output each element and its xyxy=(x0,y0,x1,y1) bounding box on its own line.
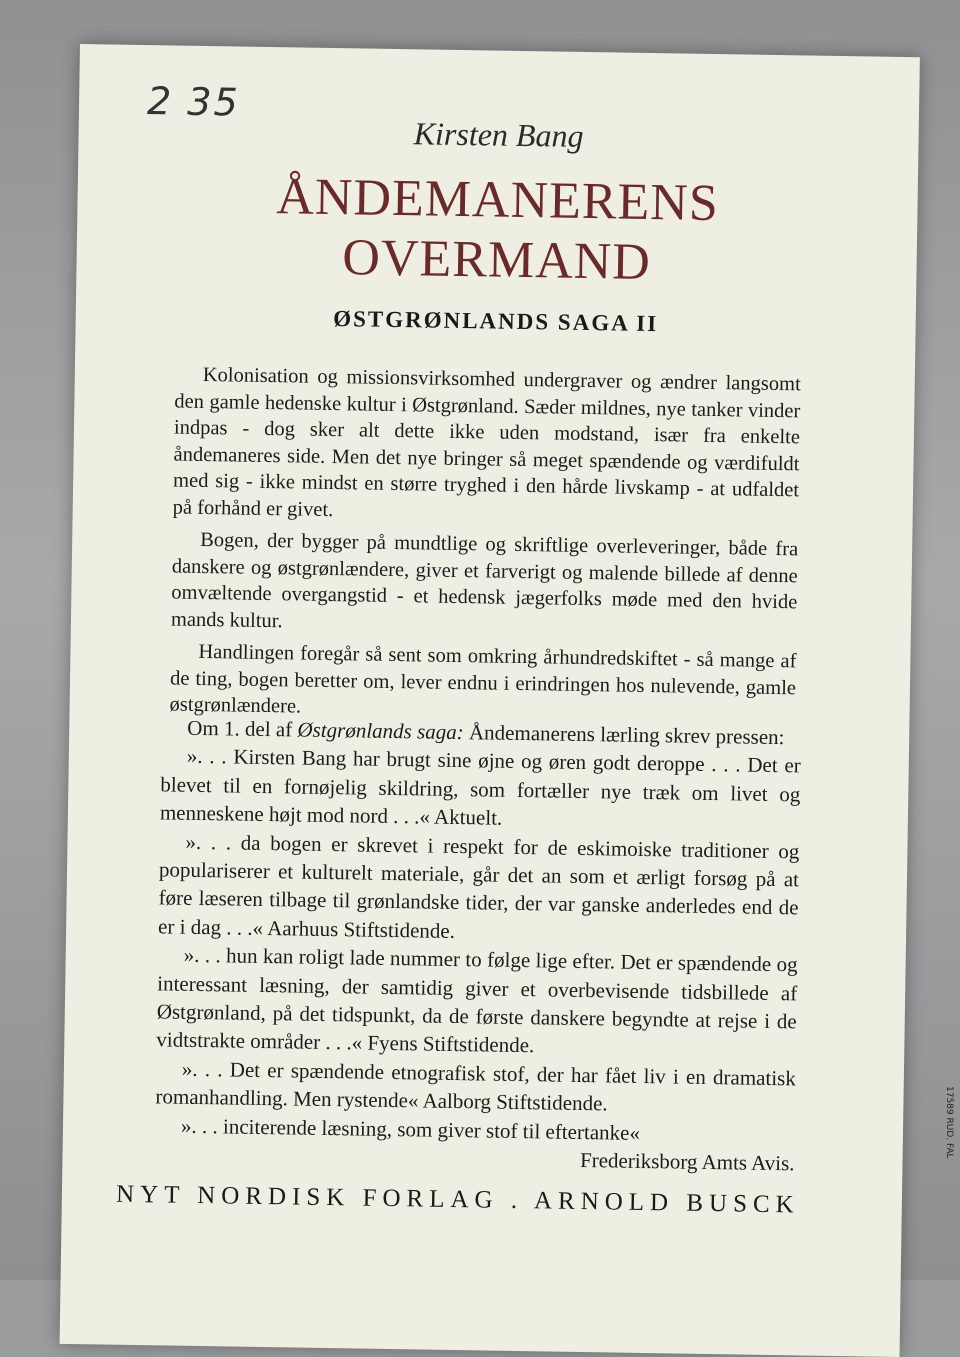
press-quotes xyxy=(154,713,801,1177)
title-line-2: OVERMAND xyxy=(341,229,652,291)
press-quote: ». . . da bogen er skrevet i respekt for de eskimoiske traditioner og populariserer et kulturelt materiale, går det an som et ærligt forsøg på at føre læseren tilbage til grønlandske tider, der var ganske anderledes end de er i dag . . .« Aarhuus Stiftstidende. xyxy=(157,829,800,943)
series-subtitle: ØSTGRØNLANDS SAGA II xyxy=(333,306,659,337)
title-line-1: ÅNDEMANERENS xyxy=(275,168,720,233)
author-name: Kirsten Bang xyxy=(413,115,584,154)
edge-print-code: 17589 RUD. FAL xyxy=(944,1086,954,1159)
blurb-paragraph: Handlingen foregår så sent som omkring århundredskiftet - så mange af de ting, bogen beretter om, lever endnu i erindringen hos nulevende, gamle østgrønlændere. xyxy=(169,640,797,718)
blurb-paragraph: Kolonisation og missionsvirksomhed undergraver og ændrer langsomt den gamle hedenske kultur i Østgrønland. Sæder mildnes, nye tanker vinder indpas - dog sker alt dette ikke uden modstand, især fra enkelte åndemaneres side. Men det nye bringer så meget spændende og værdifuldt med sig - ikke mindst en større tryghed i den hårde livskamp - at udfaldet på forhånd er givet. xyxy=(172,363,801,521)
blurb-text xyxy=(169,362,801,734)
publisher-imprint: NYT NORDISK FORLAG . ARNOLD BUSCK xyxy=(115,1180,800,1219)
press-quote: ». . . inciterende læsning, som giver stof til eftertanke« xyxy=(180,1113,641,1145)
press-intro-italic: Østgrønlands saga: xyxy=(297,717,464,745)
book-back-cover xyxy=(60,44,920,1357)
press-quote: ». . . Det er spændende etnografisk stof, der har fået liv i en dramatisk romanhandling. Men rystende« Aalborg Stiftstidende. xyxy=(155,1056,797,1116)
book-title xyxy=(76,164,918,297)
press-intro-start: Om 1. del af xyxy=(187,715,298,742)
blurb-paragraph: Bogen, der bygger på mundtlige og skriftlige overleveringer, både fra danskere og østgrønlændere, giver et farverigt og malende billede af denne omvæltende overgangstid - et hedensk jægerfolks møde med den hvide mands kultur. xyxy=(170,528,799,632)
handwritten-price-note: 2 35 xyxy=(146,79,241,125)
press-quote: ». . . Kirsten Bang har brugt sine øjne og øren godt deroppe . . . Det er blevet til en fornøjelig skildring, som fortæller nye træk om livet og menneskene højt mod nord . . .« Aktuelt. xyxy=(159,744,801,830)
press-quote-source: Frederiksborg Amts Avis. xyxy=(579,1148,795,1176)
press-intro-end: Åndemanerens lærling skrev pressen: xyxy=(463,720,785,750)
press-quote: ». . . hun kan roligt lade nummer to følge lige efter. Det er spændende og interessant læsning, der samtidig giver et overbevisende tidsbillede af Østgrønland, på det tidspunkt, da de første danskere begyndte at rejse i de vidtstrakte områder . . .« Fyens Stiftstidende. xyxy=(156,942,798,1058)
